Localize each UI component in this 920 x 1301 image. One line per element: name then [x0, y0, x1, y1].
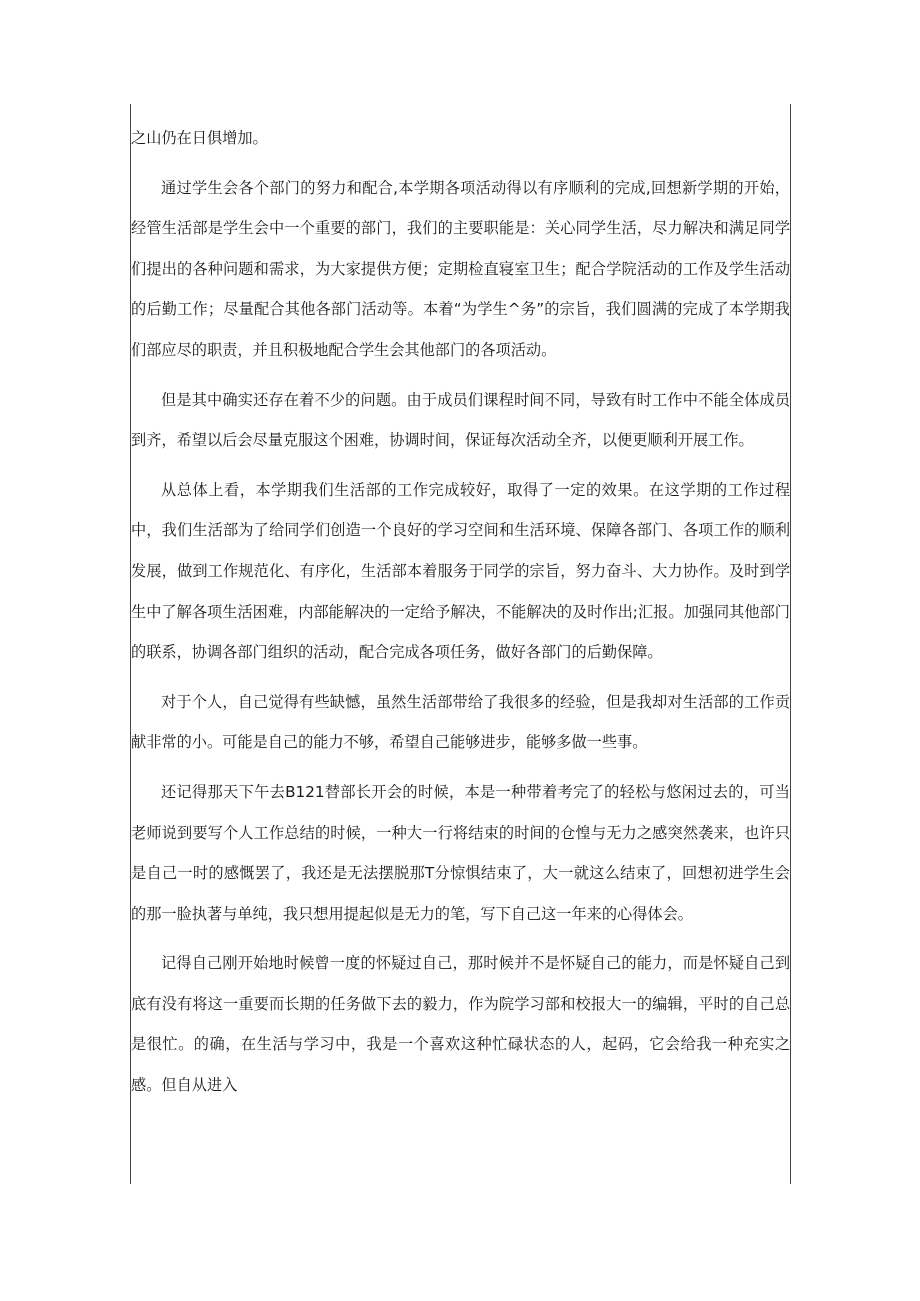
paragraph-self-doubt: 记得自己刚开始地时候曾一度的怀疑过自己，那时候并不是怀疑自己的能力，而是怀疑自己到底有没有将这一重要而长期的任务做下去的毅力，作为院学习部和校报大一的编辑，平时的自己总是很忙。的确，在生活与学习中，我是一个喜欢这种忙碌状态的人，起码，它会给我一种充实之感。但自从进入: [131, 954, 790, 1095]
paragraph-problems: 但是其中确实还存在着不少的问题。由于成员们课程时间不同，导致有时工作中不能全体成员到齐，希望以后会尽量克服这个困难，协调时间，保证每次活动全齐，以便更顺利开展工作。: [131, 390, 790, 450]
paragraph-meeting-memory: 还记得那天下午去B121替部长开会的时候，本是一种带着考完了的轻松与悠闲过去的，可当老师说到要写个人工作总结的时候，一种大一行将结束的时间的仓惶与无力之感突然袭来，也许只是自己一时的感慨罢了，我还是无法摆脱那T分惊惧结束了，大一就这么结束了，回想初进学生会的那一脸执著与单纯，我只想用提起似是无力的笔，写下自己这一年来的心得体会。: [131, 782, 790, 923]
paragraph-personal-reflection: 对于个人，自己觉得有些缺憾，虽然生活部带给了我很多的经验，但是我却对生活部的工作贡献非常的小。可能是自己的能力不够，希望自己能够进步，能够多做一些事。: [131, 692, 790, 752]
page-border-right: [790, 104, 791, 1184]
paragraph-continuation: 之山仍在日俱增加。: [131, 129, 268, 147]
document-body: [131, 118, 790, 1115]
paragraph-student-union-life-dept: 通过学生会各个部门的努力和配合,本学期各项活动得以有序顺利的完成,回想新学期的开始，经管生活部是学生会中一个重要的部门，我们的主要职能是：关心同学生活，尽力解决和满足同学们提出的各种问题和需求，为大家提供方便；定期检直寝室卫生；配合学院活动的工作及学生活动的后勤工作；尽量配合其他各部门活动等。本着“为学生^务”的宗旨，我们圆满的完成了本学期我们部应尽的职责，并且积极地配合学生会其他部门的各项活动。: [131, 178, 790, 359]
paragraph-overall-summary: 从总体上看，本学期我们生活部的工作完成较好，取得了一定的效果。在这学期的工作过程中，我们生活部为了给同学们创造一个良好的学习空间和生活环境、保障各部门、各项工作的顺利发展，做到工作规范化、有序化，生活部本着服务于同学的宗旨，努力奋斗、大力协作。及时到学生中了解各项生活困难，内部能解决的一定给予解决，不能解决的及时作出;汇报。加强同其他部门的联系，协调各部门组织的活动，配合完成各项任务，做好各部门的后勤保障。: [131, 480, 790, 662]
